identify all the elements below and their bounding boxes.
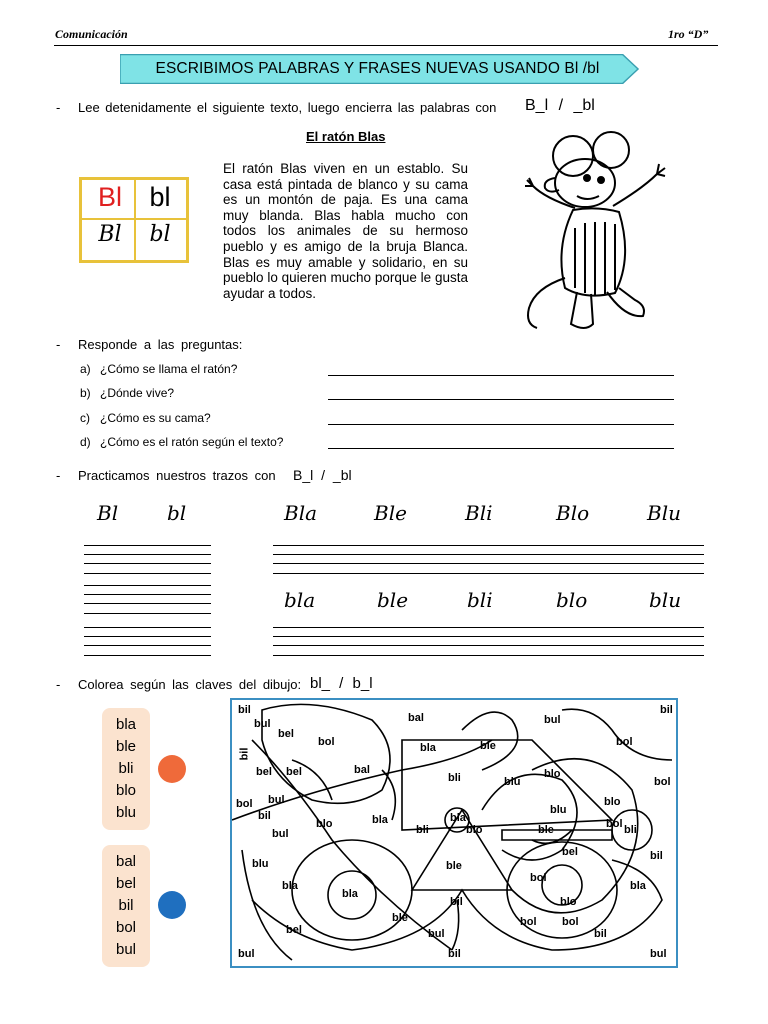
pic-label: bli (416, 824, 429, 836)
story-title: El ratón Blas (306, 129, 386, 144)
header-rule (54, 45, 718, 46)
question-d-text: ¿Cómo es el ratón según el texto? (100, 435, 284, 449)
pic-label: bul (238, 948, 255, 960)
key-blue-bol: bol (115, 919, 137, 936)
story-text: El ratón Blas viven en un establo. Su casa está pintada de blanco y su cama es un montón de paja. Es una cama muy blanda. Blas habla mucho con todos los animales de su hermoso pueblo y es amigo de la bruja Blanca. Blas es muy amable y solidario, en su pueblo lo quieren mucho porque le gusta ayudar a todos. (223, 161, 468, 301)
model-Blu: Blu (647, 501, 681, 525)
model-Bl: Bl (97, 501, 119, 525)
mouse-illustration (515, 128, 705, 338)
question-a-text: ¿Cómo se llama el ratón? (100, 362, 238, 376)
pic-label: bol (616, 736, 633, 748)
wline (84, 563, 211, 564)
pic-label: bil (450, 896, 463, 908)
bl-letter-box (79, 177, 189, 263)
wline (273, 554, 704, 555)
question-b-text: ¿Dónde vive? (100, 386, 175, 400)
pic-label: bel (278, 728, 294, 740)
question-a-letter: a) (80, 362, 91, 376)
pic-label: blu (504, 776, 521, 788)
pic-label: blu (252, 858, 269, 870)
pic-label: bol (654, 776, 671, 788)
pic-label: bol (318, 736, 335, 748)
writing-lines-left-3[interactable] (84, 627, 211, 657)
wline (84, 645, 211, 646)
key-blue-bal: bal (115, 853, 137, 870)
section1-marker: B_l / _bl (525, 97, 595, 114)
question-c-letter: c) (80, 411, 90, 425)
key-blue-bul: bul (115, 941, 137, 958)
pic-label: bla (372, 814, 388, 826)
section4-dash: - (56, 677, 61, 692)
section3-dash: - (56, 468, 61, 483)
wline (84, 594, 211, 595)
bl-upper-cursive: Bl (98, 222, 122, 247)
pic-label: bul (272, 828, 289, 840)
answer-line-c[interactable] (328, 424, 674, 425)
key-orange-bla: bla (115, 716, 137, 733)
pic-label: bol (562, 916, 579, 928)
wline (84, 655, 211, 656)
question-b-letter: b) (80, 386, 91, 400)
coloring-picture[interactable] (230, 698, 678, 968)
pic-label: bol (520, 916, 537, 928)
model-ble: ble (377, 588, 409, 612)
key-orange-blu: blu (115, 804, 137, 821)
wline (273, 645, 704, 646)
page-title: ESCRIBIMOS PALABRAS Y FRASES NUEVAS USANDO Bl /bl (155, 60, 600, 77)
model-Bla: Bla (284, 501, 318, 525)
subject-header: Comunicación (55, 27, 128, 41)
key-orange-ble: ble (115, 738, 137, 755)
model-blo: blo (556, 588, 588, 612)
pic-label: bla (282, 880, 298, 892)
wline (273, 545, 704, 546)
pic-label: bil (238, 747, 251, 761)
pic-label: blo (544, 768, 561, 780)
section4-marker: bl_ / b_l (310, 675, 373, 692)
pic-label: bal (354, 764, 370, 776)
model-bli: bli (467, 588, 493, 612)
writing-lines-left-1[interactable] (84, 545, 211, 575)
model-bla: bla (284, 588, 316, 612)
section2-instruction: Responde a las preguntas: (78, 337, 243, 352)
pic-label: bil (258, 810, 271, 822)
pic-label: bil (650, 850, 663, 862)
wline (84, 545, 211, 546)
pic-label: ble (446, 860, 462, 872)
question-d (80, 435, 283, 449)
question-d-letter: d) (80, 435, 91, 449)
pic-label: bul (544, 714, 561, 726)
wline (84, 573, 211, 574)
writing-lines-left-2[interactable] (84, 585, 211, 615)
question-c-text: ¿Cómo es su cama? (100, 411, 211, 425)
answer-line-d[interactable] (328, 448, 674, 449)
section1-instruction (78, 100, 496, 115)
writing-lines-right-1[interactable] (273, 545, 704, 575)
model-blu: blu (649, 588, 682, 612)
pic-label: bli (448, 772, 461, 784)
pic-label: bil (238, 704, 251, 716)
wline (84, 627, 211, 628)
pic-label: bul (268, 794, 285, 806)
section3-instruction: Practicamos nuestros trazos con (78, 468, 276, 483)
pic-label: bul (650, 948, 667, 960)
section4-instruction: Colorea según las claves del dibujo: (78, 677, 302, 692)
pic-label: bil (448, 948, 461, 960)
pic-label: bla (450, 812, 466, 824)
pic-label: bla (420, 742, 436, 754)
bl-lower-print: bl (149, 182, 171, 212)
pic-label: bli (624, 824, 637, 836)
question-a (80, 362, 237, 376)
pic-label: bla (630, 880, 646, 892)
pic-label: blo (604, 796, 621, 808)
key-orange-blo: blo (115, 782, 137, 799)
answer-line-a[interactable] (328, 375, 674, 376)
wline (84, 585, 211, 586)
pic-label: bel (256, 766, 272, 778)
section3-marker: B_l / _bl (293, 467, 352, 483)
pic-label: bul (254, 718, 271, 730)
pic-label: bel (562, 846, 578, 858)
pic-label: ble (392, 912, 408, 924)
section1-dash: - (56, 100, 61, 115)
pic-label: bel (286, 924, 302, 936)
pic-label: ble (538, 824, 554, 836)
pic-label: bol (236, 798, 253, 810)
model-Bli: Bli (465, 501, 493, 525)
grade-header: 1ro “D” (668, 27, 709, 41)
model-bl: bl (167, 501, 187, 525)
bl-box-horizontal-divider (82, 218, 186, 220)
pic-label: bol (606, 818, 623, 830)
orange-color-dot (158, 755, 186, 783)
question-b (80, 386, 174, 400)
pic-label: bul (428, 928, 445, 940)
wline (84, 636, 211, 637)
key-blue-bil: bil (118, 897, 134, 914)
pic-label: bol (530, 872, 547, 884)
wline (84, 554, 211, 555)
pic-label: blo (560, 896, 577, 908)
key-blue-bel: bel (115, 875, 137, 892)
wline (273, 627, 704, 628)
section2-dash: - (56, 337, 61, 352)
wline (273, 655, 704, 656)
wline (273, 563, 704, 564)
key-orange-bli: bli (118, 760, 134, 777)
bl-upper-print: Bl (97, 182, 122, 212)
bl-box-vertical-divider (134, 180, 136, 260)
pic-label: bel (286, 766, 302, 778)
pic-label: blo (316, 818, 333, 830)
question-c (80, 411, 211, 425)
model-Blo: Blo (556, 501, 590, 525)
wline (84, 613, 211, 614)
pic-label: ble (480, 740, 496, 752)
pic-label: blo (466, 824, 483, 836)
pic-label: bil (660, 704, 673, 716)
writing-lines-right-2[interactable] (273, 627, 704, 657)
pic-label: bal (408, 712, 424, 724)
wline (84, 603, 211, 604)
section1-text: Lee detenidamente el siguiente texto, luego encierra las palabras con (78, 100, 497, 115)
pic-label: bil (594, 928, 607, 940)
wline (273, 573, 704, 574)
answer-line-b[interactable] (328, 399, 674, 400)
pic-label: blu (550, 804, 567, 816)
pic-label: bla (342, 888, 358, 900)
bl-lower-cursive: bl (149, 222, 171, 247)
wline (273, 636, 704, 637)
blue-color-dot (158, 891, 186, 919)
model-Ble: Ble (374, 501, 407, 525)
